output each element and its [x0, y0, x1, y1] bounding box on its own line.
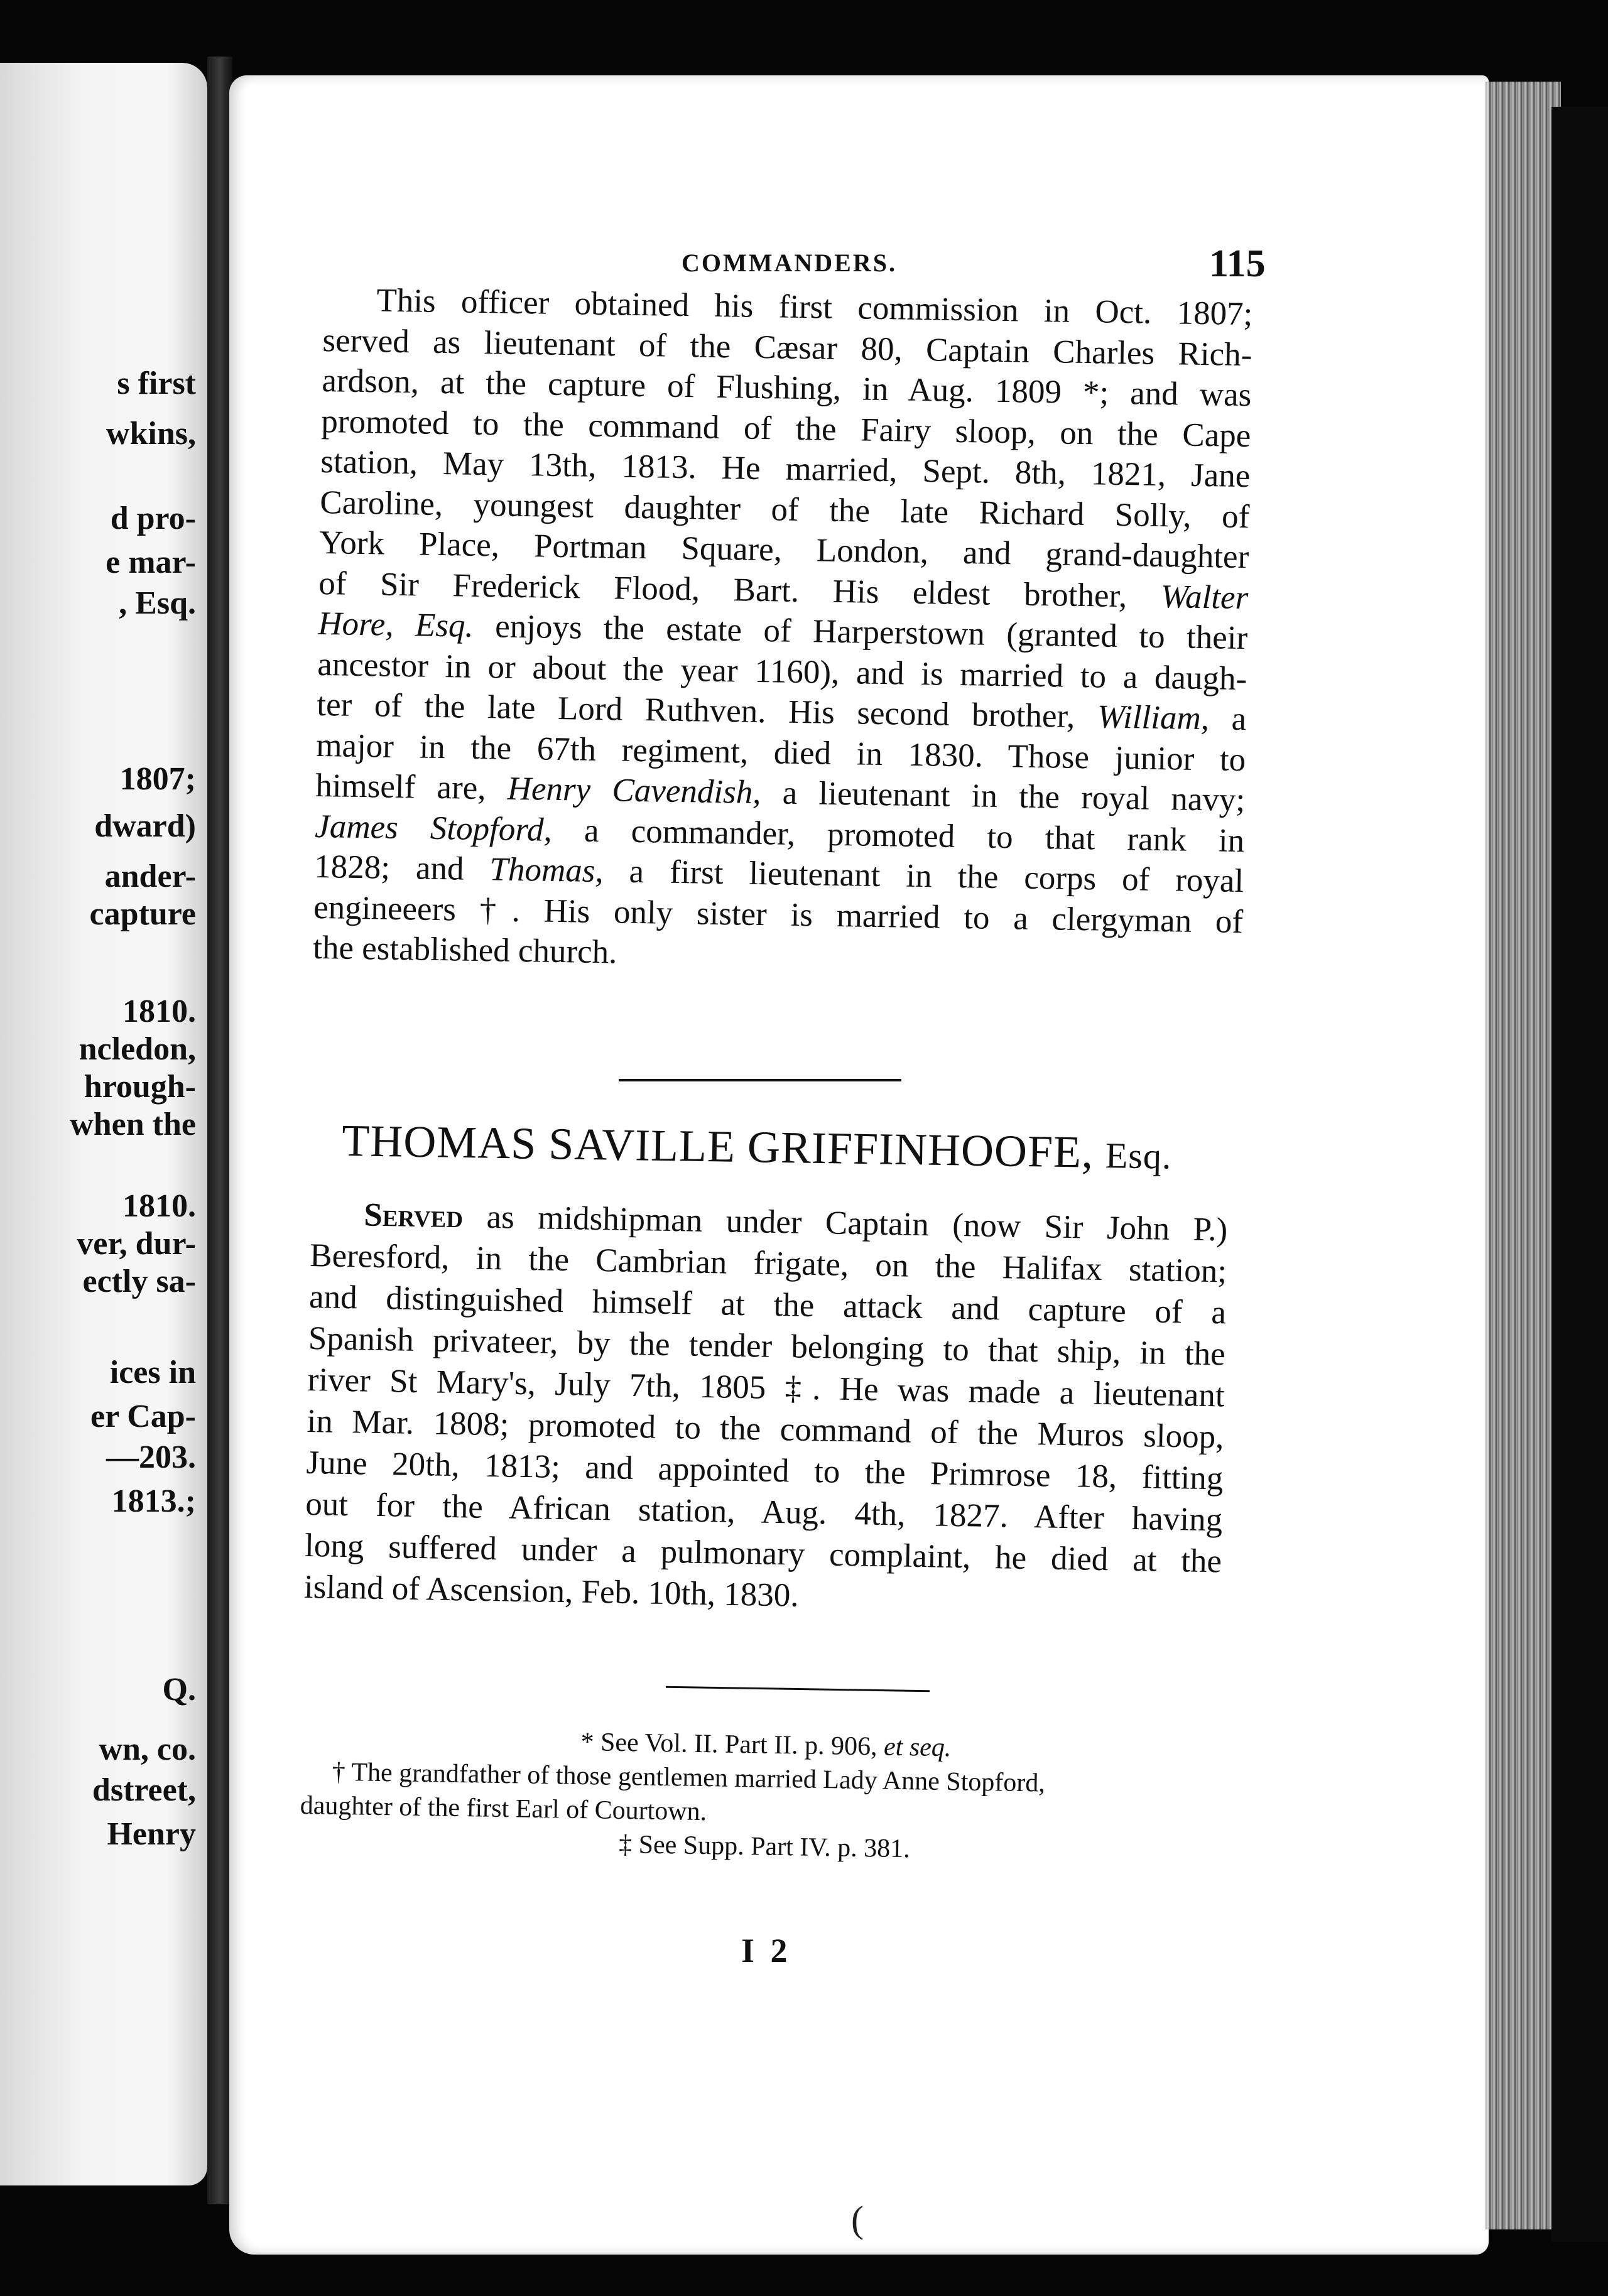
text-line: 1828; and Thomas, a first lieutenant in the corps of royal	[313, 848, 1244, 900]
printer-signature: I 2	[741, 1932, 791, 1969]
text-line: long suffered under a pulmonary complaint, he died at the	[304, 1527, 1222, 1580]
text-line: station, May 13th, 1813. He married, Sept. 8th, 1821, Jane	[320, 443, 1251, 495]
text-line-body: as midshipman under Captain (now Sir John P.)	[486, 1198, 1228, 1248]
left-page-text-fragment: 1807;	[119, 761, 196, 797]
text-line: river St Mary's, July 7th, 1805 ‡. He was made a lieutenant	[307, 1361, 1225, 1414]
page-edges	[1486, 82, 1561, 2229]
text-line: ardson, at the capture of Flushing, in Aug. 1809 *; and was	[322, 362, 1252, 414]
text-line: York Place, Portman Square, London, and grand-daughter	[318, 524, 1249, 576]
left-page-text-fragment: ver, dur-	[77, 1226, 196, 1262]
left-page-text-fragment: capture	[89, 896, 196, 932]
text-line: and distinguished himself at the attack and capture of a	[308, 1278, 1227, 1331]
text-line: James Stopford, a commander, promoted to that rank in	[314, 808, 1245, 859]
left-page-text-fragment: er Cap-	[90, 1399, 196, 1434]
book-gutter	[207, 57, 232, 2204]
left-page-text-fragment: ander-	[104, 858, 196, 894]
text-line: himself are, Henry Cavendish, a lieutenant in the royal navy;	[315, 767, 1246, 819]
left-page-text-fragment: wn, co.	[99, 1731, 196, 1767]
text-line: major in the 67th regiment, died in 1830. Those junior to	[315, 727, 1246, 778]
text-line: Beresford, in the Cambrian frigate, on the Halifax station;	[309, 1237, 1227, 1290]
left-page-text-fragment: dward)	[94, 808, 196, 844]
left-page-text-fragment: ncledon,	[79, 1031, 196, 1067]
left-page-text-fragment: 1810.	[122, 1188, 196, 1224]
text-line: This officer obtained his first commission in Oct. 1807;	[376, 282, 1253, 333]
text-line: out for the African station, Aug. 4th, 1827. After having	[305, 1485, 1223, 1539]
running-head: COMMANDERS.	[682, 249, 897, 277]
left-page-text-fragment: Henry	[107, 1816, 196, 1852]
left-page-text-fragment: ectly sa-	[82, 1264, 196, 1299]
text-line: of Sir Frederick Flood, Bart. His eldest brother, Walter	[318, 565, 1249, 616]
officer-name: THOMAS SAVILLE GRIFFINHOOFE,	[341, 1115, 1094, 1178]
footnote-1: * See Vol. II. Part II. p. 906, et seq.	[580, 1727, 952, 1763]
text-line: served as lieutenant of the Cæsar 80, Captain Charles Rich-	[322, 322, 1252, 373]
text-line: engineeers †. His only sister is married to a clergyman of	[313, 889, 1244, 940]
first-word: Served	[363, 1196, 464, 1235]
left-page-text-fragment: ices in	[109, 1355, 196, 1390]
previous-entry-text	[313, 279, 1253, 983]
text-line: in Mar. 1808; promoted to the command of the Muros sloop,	[307, 1402, 1224, 1456]
text-line: ter of the late Lord Ruthven. His second brother, William, a	[316, 686, 1247, 738]
book-edge-shadow	[1551, 107, 1608, 2242]
left-page-text-fragment: d pro-	[110, 501, 196, 536]
footnote-2-cont: daughter of the first Earl of Courtown.	[300, 1790, 707, 1827]
page-number: 115	[1209, 242, 1266, 285]
text-line: island of Ascension, Feb. 10th, 1830.	[303, 1568, 800, 1614]
text-line: promoted to the command of the Fairy sloop, on the Cape	[321, 403, 1251, 454]
section-divider	[619, 1079, 901, 1081]
text-line: ancestor in or about the year 1160), and is married to a daugh-	[317, 646, 1247, 697]
left-page-text-fragment: hrough-	[84, 1069, 196, 1105]
footnote-2: † The grandfather of those gentlemen married Lady Anne Stopford,	[332, 1757, 1046, 1798]
officer-title: Esq.	[1105, 1135, 1172, 1177]
text-line: Caroline, youngest daughter of the late Richard Solly, of	[319, 484, 1250, 535]
text-line: June 20th, 1813; and appointed to the Primrose 18, fitting	[306, 1444, 1224, 1497]
text-line: the established church.	[312, 929, 617, 971]
entry-text	[303, 1193, 1227, 1623]
left-page-text-fragment: e mar-	[106, 544, 196, 580]
left-page-text-fragment: Q.	[162, 1672, 196, 1708]
left-page-text-fragment: , Esq.	[119, 585, 196, 621]
previous-page	[0, 63, 207, 2185]
footnote-3: ‡ See Supp. Part IV. p. 381.	[618, 1829, 911, 1864]
left-page-text-fragment: when the	[70, 1107, 196, 1142]
page-mark: (	[851, 2199, 864, 2240]
left-page-text-fragment: 1813.;	[111, 1483, 196, 1519]
left-page-text-fragment: —203.	[106, 1439, 196, 1475]
left-page-text-fragment: s first	[117, 366, 196, 401]
left-page-text-fragment: dstreet,	[92, 1772, 196, 1808]
footnotes	[300, 1721, 1231, 1871]
left-page-text-fragment: wkins,	[106, 416, 196, 452]
left-page-text-fragment: 1810.	[122, 994, 196, 1029]
text-line: Hore, Esq. enjoys the estate of Harperstown (granted to their	[317, 605, 1248, 657]
text-line: Spanish privateer, by the tender belonging to that ship, in the	[308, 1319, 1226, 1373]
